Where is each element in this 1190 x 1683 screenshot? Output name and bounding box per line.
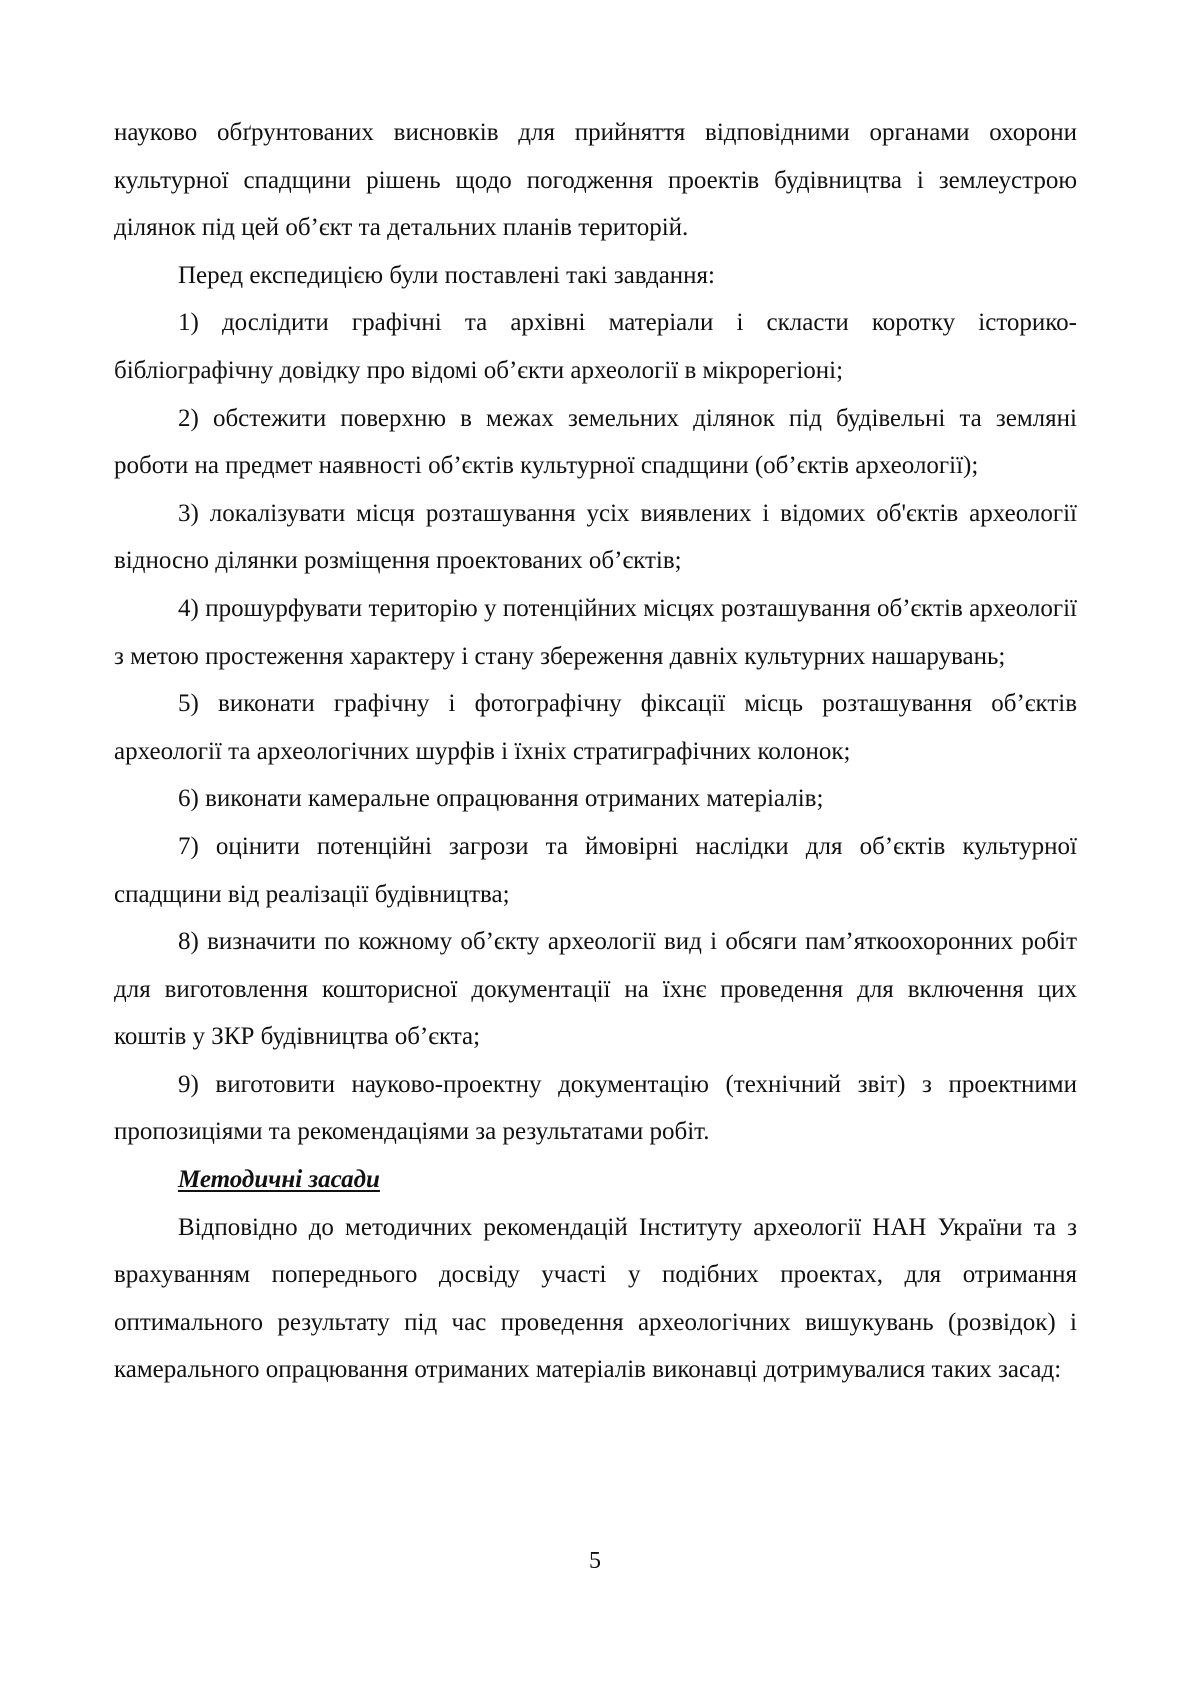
section-heading-text: Методичні засади: [178, 1166, 380, 1194]
task-item: 5) виконати графічну і фотографічну фіксації місць розташування об’єктів археології та археологічних шурфів і їхніх стратиграфічних колонок;: [114, 690, 1077, 765]
page-number: 5: [589, 1548, 601, 1574]
task-item: 1) дослідити графічні та архівні матеріали і скласти коротку історико-бібліографічну довідку про відомі об’єкти археології в мікрорегіоні;: [114, 309, 1077, 384]
intro-continuation-paragraph: науково обґрунтованих висновків для прийняття відповідними органами охорони культурної спадщини рішень щодо погодження проектів будівництва і землеустрою ділянок під цей об’єкт та детальних планів територій.: [114, 119, 1077, 242]
task-item: 9) виготовити науково-проектну документацію (технічний звіт) з проектними пропозиціями та рекомендаціями за результатами робіт.: [114, 1070, 1077, 1146]
section-paragraph: Відповідно до методичних рекомендацій Інституту археології НАН України та з врахуванням попереднього досвіду участі у подібних проектах, для отримання оптимального результату під час проведення археологічних вишукувань (розвідок) і камерального опрацювання отриманих матеріалів виконавці дотримувалися таких засад:: [114, 1213, 1077, 1384]
task-item: 7) оцінити потенційні загрози та ймовірні наслідки для об’єктів культурної спадщини від реалізації будівництва;: [114, 832, 1077, 908]
task-item: 2) обстежити поверхню в межах земельних ділянок під будівельні та земляні роботи на предмет наявності об’єктів культурної спадщини (об’єктів археології);: [114, 404, 1077, 480]
task-item: 8) визначити по кожному об’єкту археології вид і обсяги пам’яткоохоронних робіт для виготовлення кошторисної документації на їхнє проведення для включення цих коштів у ЗКР будівництва об’єкта;: [114, 928, 1077, 1051]
task-item: 3) локалізувати місця розташування усіх виявлених і відомих об'єктів археології відносно ділянки розміщення проектованих об’єктів;: [114, 499, 1077, 575]
page-body: [114, 109, 1077, 1394]
task-item: 6) виконати камеральне опрацювання отриманих матеріалів;: [178, 785, 824, 813]
tasks-intro-paragraph: Перед експедицією були поставлені такі завдання:: [178, 261, 715, 289]
section-heading: [114, 1156, 1077, 1204]
task-item: 4) прошурфувати територію у потенційних місцях розташування об’єктів археології з метою простеження характеру і стану збереження давніх культурних нашарувань;: [114, 594, 1077, 670]
